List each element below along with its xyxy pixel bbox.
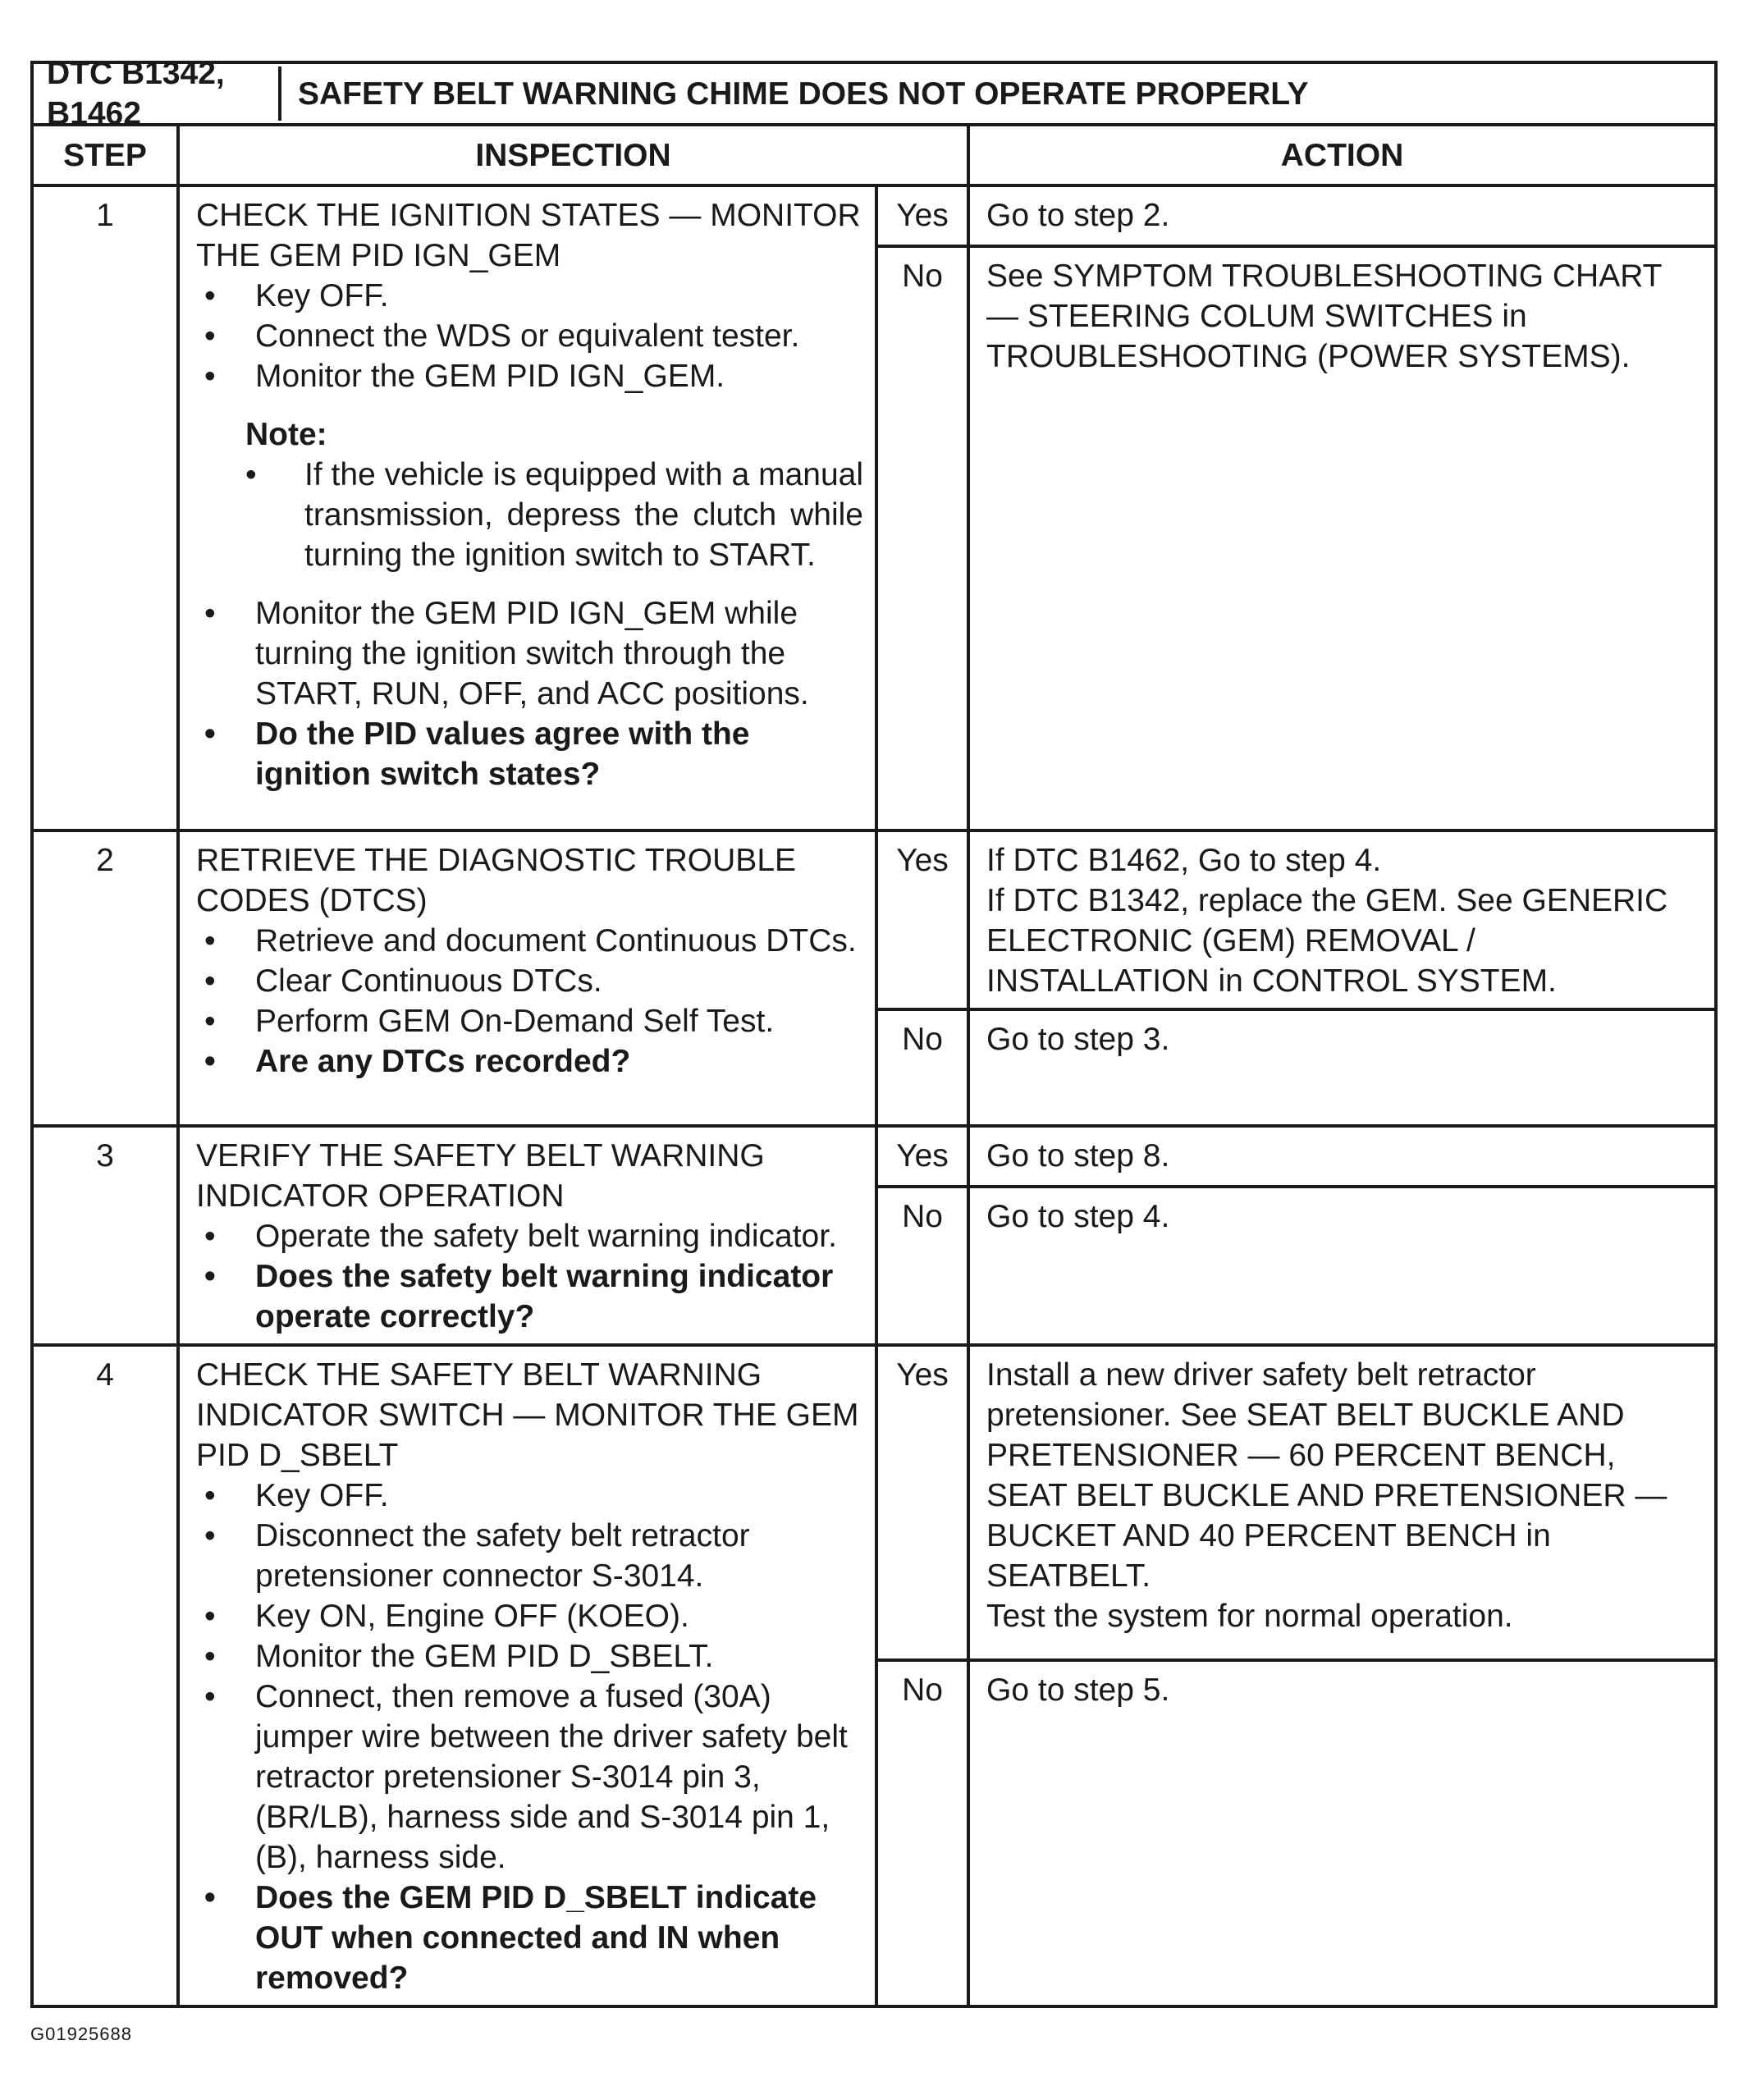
yes-action: Go to step 2.	[968, 185, 1716, 246]
step-question: • Does the safety belt warning indicator operate correctly?	[196, 1256, 863, 1337]
bullet-list	[196, 921, 863, 1082]
bullet-list	[196, 593, 863, 794]
table-row	[32, 1345, 1716, 1660]
bullet-list	[196, 1475, 863, 1998]
step-number: 2	[32, 830, 178, 1126]
bullet-item: • Key ON, Engine OFF (KOEO).	[196, 1596, 863, 1636]
table-title: SAFETY BELT WARNING CHIME DOES NOT OPERATE PROPERLY	[278, 66, 1309, 121]
note-text: • If the vehicle is equipped with a manual transmission, depress the clutch while turning the ignition switch to START.	[245, 455, 863, 575]
diagnostic-table-container	[30, 56, 1714, 2008]
step-question: • Are any DTCs recorded?	[196, 1041, 863, 1082]
step-heading: RETRIEVE THE DIAGNOSTIC TROUBLE CODES (DTCS)	[196, 843, 797, 918]
step-heading: VERIFY THE SAFETY BELT WARNING INDICATOR OPERATION	[196, 1138, 765, 1214]
no-action: Go to step 3.	[968, 1009, 1716, 1126]
yes-label: Yes	[876, 185, 968, 246]
diagnostic-table	[30, 56, 1718, 2008]
title-cell	[47, 56, 1716, 131]
inspection-cell	[178, 1345, 876, 2006]
figure-id: G01925688	[30, 2024, 132, 2044]
bullet-item: • Operate the safety belt warning indicator.	[196, 1216, 863, 1256]
yes-action: Go to step 8.	[968, 1126, 1716, 1187]
yes-action-line: If DTC B1462, Go to step 4.	[986, 843, 1382, 878]
inspection-cell	[178, 830, 876, 1126]
no-action: See SYMPTOM TROUBLESHOOTING CHART — STEERING COLUM SWITCHES in TROUBLESHOOTING (POWER SYSTEMS).	[968, 246, 1716, 830]
no-action: Go to step 5.	[968, 1660, 1716, 2006]
bullet-list	[196, 276, 863, 396]
bullet-item: • Connect, then remove a fused (30A) jumper wire between the driver safety belt retractor pretensioner S-3014 pin 3, (BR/LB), harness side and S-3014 pin 1, (B), harness side.	[196, 1677, 863, 1878]
yes-action-line: Install a new driver safety belt retractor pretensioner. See SEAT BELT BUCKLE AND PRETENSIONER — 60 PERCENT BENCH, SEAT BELT BUCKLE AND PRETENSIONER — BUCKET AND 40 PERCENT BENCH in SEATBELT.	[986, 1357, 1668, 1594]
yes-action-line: Test the system for normal operation.	[986, 1599, 1513, 1634]
bullet-item: • Retrieve and document Continuous DTCs.	[196, 921, 863, 961]
step-number: 4	[32, 1345, 178, 2006]
bullet-item: • Perform GEM On-Demand Self Test.	[196, 1001, 863, 1041]
column-header-inspection: INSPECTION	[178, 125, 968, 185]
step-number: 1	[32, 185, 178, 830]
no-label: No	[876, 1660, 968, 2006]
inspection-cell	[178, 185, 876, 830]
bullet-item: • Monitor the GEM PID D_SBELT.	[196, 1636, 863, 1677]
step-heading: CHECK THE IGNITION STATES — MONITOR THE GEM PID IGN_GEM	[196, 198, 861, 273]
step-question: • Does the GEM PID D_SBELT indicate OUT when connected and IN when removed?	[196, 1878, 863, 1998]
note-list	[245, 455, 863, 575]
no-label: No	[876, 1187, 968, 1345]
yes-action	[968, 1345, 1716, 1660]
bullet-item: • Key OFF.	[196, 276, 863, 316]
column-header-action: ACTION	[968, 125, 1716, 185]
bullet-item: • Disconnect the safety belt retractor pretensioner connector S-3014.	[196, 1516, 863, 1596]
table-row	[32, 1126, 1716, 1187]
no-action: Go to step 4.	[968, 1187, 1716, 1345]
yes-action-line: If DTC B1342, replace the GEM. See GENERIC ELECTRONIC (GEM) REMOVAL / INSTALLATION in CONTROL SYSTEM.	[986, 883, 1668, 999]
yes-action	[968, 830, 1716, 1009]
bullet-item: • Monitor the GEM PID IGN_GEM.	[196, 356, 863, 396]
yes-label: Yes	[876, 830, 968, 1009]
note-block	[245, 414, 863, 575]
bullet-item: • Clear Continuous DTCs.	[196, 961, 863, 1001]
column-header-row	[32, 125, 1716, 185]
no-label: No	[876, 1009, 968, 1126]
note-title: Note:	[245, 417, 327, 452]
table-row	[32, 185, 1716, 246]
bullet-item: • Connect the WDS or equivalent tester.	[196, 316, 863, 356]
step-number: 3	[32, 1126, 178, 1345]
inspection-cell	[178, 1126, 876, 1345]
step-question: • Do the PID values agree with the ignition switch states?	[196, 714, 863, 794]
table-row	[32, 830, 1716, 1009]
dtc-label: DTC B1342, B1462	[47, 56, 225, 131]
table-title-row	[32, 62, 1716, 125]
bullet-list	[196, 1216, 863, 1337]
bullet-item: • Key OFF.	[196, 1475, 863, 1516]
yes-label: Yes	[876, 1345, 968, 1660]
yes-label: Yes	[876, 1126, 968, 1187]
no-label: No	[876, 246, 968, 830]
column-header-step: STEP	[32, 125, 178, 185]
step-heading: CHECK THE SAFETY BELT WARNING INDICATOR SWITCH — MONITOR THE GEM PID D_SBELT	[196, 1357, 859, 1473]
bullet-item: • Monitor the GEM PID IGN_GEM while turning the ignition switch through the START, RUN, OFF, and ACC positions.	[196, 593, 863, 714]
